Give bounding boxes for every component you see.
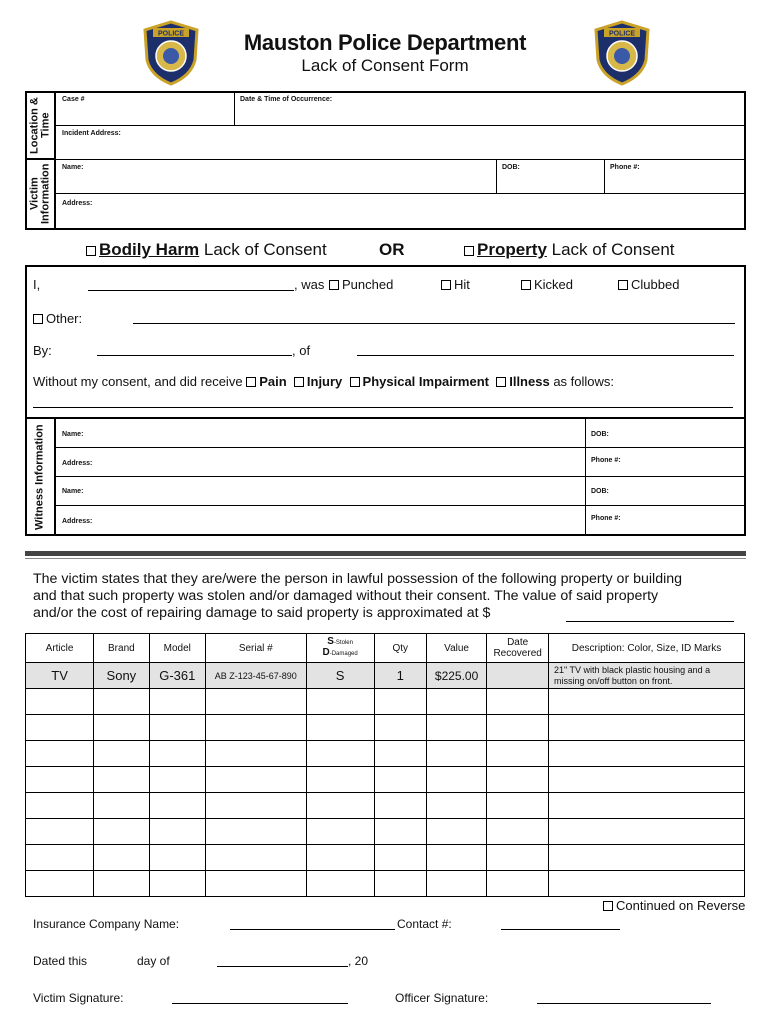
badge-text: POLICE <box>608 30 636 38</box>
damaged-text: -Damaged <box>329 651 358 657</box>
pain-checkbox[interactable] <box>246 377 256 387</box>
victim-phone-label: Phone #: <box>610 164 640 171</box>
or-text: OR <box>379 240 405 259</box>
table-header-row <box>26 634 745 663</box>
victim-info-label: Victim Information <box>28 163 52 225</box>
cell-description[interactable]: 21" TV with black plastic housing and a missing on/off button on front. <box>549 663 745 689</box>
bodily-harm-checkbox[interactable] <box>86 246 96 256</box>
stolen-text: -Stolen <box>333 640 353 646</box>
witness-info-label: Witness Information <box>33 424 46 530</box>
clubbed-text: Clubbed <box>631 277 680 292</box>
cell-qty[interactable]: 1 <box>374 663 426 689</box>
property-statement <box>33 571 682 622</box>
property-statement-line3: and/or the cost of repairing damage to said property is approximated at $ <box>33 605 491 621</box>
hit-checkbox[interactable] <box>441 280 451 290</box>
cell-stolen-damaged[interactable]: S <box>306 663 374 689</box>
property-text: Property <box>477 240 547 259</box>
hit-option[interactable] <box>441 277 470 292</box>
datetime-label: Date & Time of Occurrence: <box>240 96 333 103</box>
witness1-address-field[interactable] <box>55 447 586 477</box>
witness2-phone-label: Phone #: <box>591 515 621 522</box>
injury-statement <box>33 374 614 389</box>
case-label: Case # <box>62 96 85 103</box>
contact-line[interactable] <box>501 929 620 930</box>
victim-signature-label: Victim Signature: <box>33 991 124 1005</box>
header-date-recovered: Date Recovered <box>487 634 549 663</box>
table-row[interactable] <box>26 767 745 793</box>
kicked-text: Kicked <box>534 277 574 292</box>
impairment-text: Physical Impairment <box>362 374 489 389</box>
page-title: Mauston Police Department <box>243 30 527 55</box>
day-of-label: day of <box>137 954 170 968</box>
incident-address-field[interactable] <box>55 125 746 160</box>
property-statement-line2: and that such property was stolen and/or damaged without their consent. The value of said property <box>33 588 659 604</box>
header-model: Model <box>149 634 205 663</box>
damaged-letter: D <box>322 647 330 658</box>
witness2-name-field[interactable] <box>55 476 586 506</box>
other-checkbox[interactable] <box>33 314 43 324</box>
section-separator-thin <box>25 558 746 559</box>
other-line[interactable] <box>133 323 735 324</box>
kicked-checkbox[interactable] <box>521 280 531 290</box>
continued-checkbox[interactable] <box>603 901 613 911</box>
witness2-dob-field[interactable] <box>585 476 746 506</box>
witness1-name-label: Name: <box>62 431 84 438</box>
victim-address-field[interactable] <box>55 193 746 230</box>
insurance-label: Insurance Company Name: <box>33 917 180 931</box>
divider <box>25 158 56 160</box>
victim-name-field[interactable] <box>55 159 497 194</box>
victim-name-line[interactable] <box>88 290 294 291</box>
cell-article[interactable]: TV <box>26 663 94 689</box>
pain-text: Pain <box>259 374 287 389</box>
header-qty: Qty <box>374 634 426 663</box>
by-label: By: <box>33 343 52 358</box>
injury-details-line[interactable] <box>33 407 733 408</box>
continued-option[interactable] <box>603 898 745 913</box>
bodily-harm-text: Bodily Harm <box>99 240 200 259</box>
kicked-option[interactable] <box>521 277 573 292</box>
witness1-phone-label: Phone #: <box>591 457 621 464</box>
witness1-dob-field[interactable] <box>585 418 746 448</box>
location-time-label: Location & Time <box>28 97 52 154</box>
witness1-dob-label: DOB: <box>591 431 609 438</box>
cell-value[interactable]: $225.00 <box>426 663 486 689</box>
table-row[interactable] <box>26 845 745 871</box>
header-serial: Serial # <box>205 634 306 663</box>
divider <box>54 91 56 230</box>
victim-name-label: Name: <box>62 164 84 171</box>
property-statement-line1: The victim states that they are/were the person in lawful possession of the following property or building <box>33 571 683 587</box>
table-row[interactable] <box>26 871 745 897</box>
impairment-checkbox[interactable] <box>350 377 360 387</box>
badge-text: POLICE <box>157 30 185 38</box>
cell-serial[interactable]: AB Z-123-45-67-890 <box>205 663 306 689</box>
contact-label: Contact #: <box>397 917 452 931</box>
illness-text: Illness <box>509 374 550 389</box>
table-row[interactable] <box>26 741 745 767</box>
punched-option[interactable] <box>329 277 393 292</box>
statement-i: I, <box>33 277 41 292</box>
month-line[interactable] <box>217 966 348 967</box>
year-label: , 20 <box>348 954 369 968</box>
header-description: Description: Color, Size, ID Marks <box>549 634 745 663</box>
property-table <box>25 633 745 897</box>
property-value-line[interactable] <box>566 621 734 622</box>
table-row[interactable] <box>26 819 745 845</box>
witness2-name-label: Name: <box>62 488 84 495</box>
victim-address-label: Address: <box>62 200 93 207</box>
property-option[interactable] <box>464 240 675 260</box>
header-brand: Brand <box>94 634 149 663</box>
statement-was: , was <box>294 277 325 292</box>
cell-date-recovered[interactable] <box>487 663 549 689</box>
continued-text: Continued on Reverse <box>616 898 746 913</box>
illness-checkbox[interactable] <box>496 377 506 387</box>
lack-of-consent-text: Lack of Consent <box>199 240 327 259</box>
clubbed-checkbox[interactable] <box>618 280 628 290</box>
victim-dob-label: DOB: <box>502 164 520 171</box>
as-follows-text: as follows: <box>553 374 615 389</box>
witness2-address-label: Address: <box>62 518 93 525</box>
header-stolen-damaged <box>306 634 374 663</box>
bodily-harm-option[interactable] <box>86 240 327 260</box>
of-label: , of <box>292 343 311 358</box>
victim-signature-line[interactable] <box>172 1003 348 1004</box>
witness2-dob-label: DOB: <box>591 488 609 495</box>
stolen-letter: S <box>327 636 334 647</box>
witness1-name-field[interactable] <box>55 418 586 448</box>
cell-model[interactable]: G-361 <box>149 663 205 689</box>
header-article: Article <box>26 634 94 663</box>
injury-text: Injury <box>306 374 343 389</box>
injury-checkbox[interactable] <box>294 377 304 387</box>
hit-text: Hit <box>454 277 470 292</box>
officer-signature-line[interactable] <box>537 1003 711 1004</box>
table-row[interactable] <box>26 689 745 715</box>
witness1-address-label: Address: <box>62 460 93 467</box>
officer-signature-label: Officer Signature: <box>395 991 489 1005</box>
table-row[interactable] <box>26 793 745 819</box>
suspect-address-line[interactable] <box>357 355 734 356</box>
other-text: Other: <box>46 311 83 326</box>
punched-checkbox[interactable] <box>329 280 339 290</box>
cell-brand[interactable]: Sony <box>94 663 149 689</box>
insurance-line[interactable] <box>230 929 395 930</box>
clubbed-option[interactable] <box>618 277 679 292</box>
without-consent-text: Without my consent, and did receive <box>33 374 243 389</box>
suspect-name-line[interactable] <box>97 355 292 356</box>
lack-of-consent-text: Lack of Consent <box>546 240 675 259</box>
table-row <box>26 663 745 689</box>
dated-label: Dated this <box>33 954 88 968</box>
section-separator <box>25 551 746 556</box>
page-subtitle: Lack of Consent Form <box>301 56 469 75</box>
punched-text: Punched <box>342 277 394 292</box>
table-row[interactable] <box>26 715 745 741</box>
other-option[interactable] <box>33 311 82 326</box>
incident-address-label: Incident Address: <box>62 130 121 137</box>
property-checkbox[interactable] <box>464 246 474 256</box>
witness2-address-field[interactable] <box>55 505 586 536</box>
header-value: Value <box>426 634 486 663</box>
